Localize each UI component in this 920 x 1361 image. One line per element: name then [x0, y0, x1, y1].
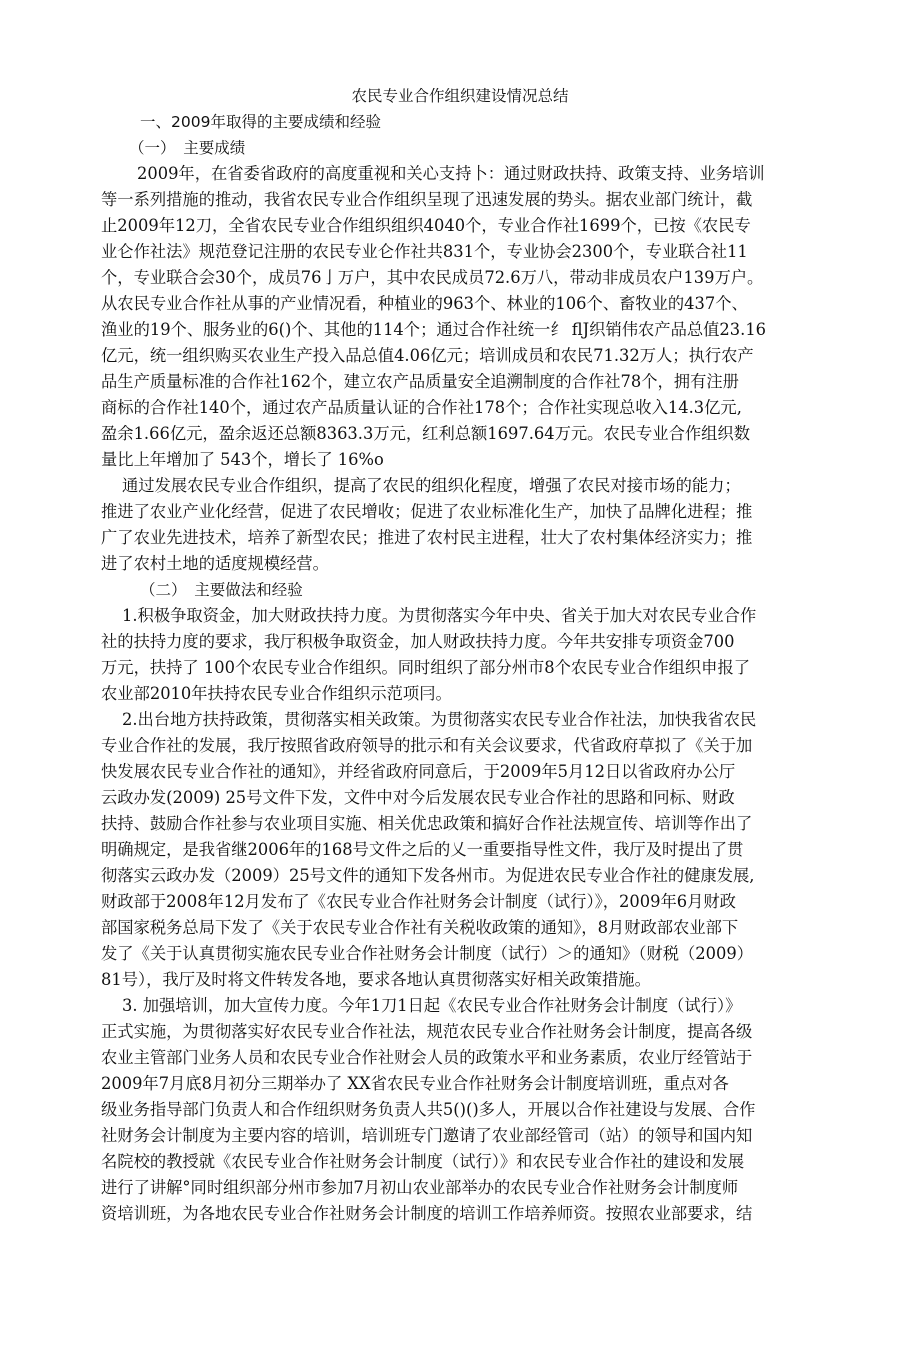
- text-line: 通过发展农民专业合作组织，提高了农民的组织化程度，增强了农民对接市场的能力；: [122, 476, 741, 495]
- text-line: 品生产质量标准的合作社162个，建立农产品质量安全追溯制度的合作社78个，拥有注册: [101, 372, 739, 391]
- text-line: 止2009年12刀，全省农民专业合作组织组织4040个，专业合作社1699个，已按《农民专: [101, 216, 751, 235]
- text-line: 亿元，统一组织购买农业生产投入品总值4.06亿元；培训成员和农民71.32万人；执行农产: [101, 346, 754, 365]
- text-line: 农业主管部门业务人员和农民专业合作社财会人员的政策水平和业务素质，农业厅经管站于: [101, 1048, 753, 1067]
- text-line: 专业合作社的发展，我厅按照省政府领导的批示和有关会议要求，代省政府草拟了《关于加: [101, 736, 753, 755]
- text-line: 明确规定，是我省继2006年的168号文件之后的乂一重要指导性文件，我厅及时提出了贯: [101, 840, 744, 859]
- text-line: 等一系列措施的推动，我省农民专业合作组织呈现了迅速发展的势头。据农业部门统计，截: [101, 190, 753, 209]
- subsection-heading-methods: （二） 主要做法和经验: [140, 581, 303, 599]
- text-line: 社的扶持力度的要求，我厅积极争取资金，加人财政扶持力度。今年共安排专项资金700: [101, 632, 735, 651]
- text-line: 从农民专业合作社从事的产业情况看，种植业的963个、林业的106个、畜牧业的437个、: [101, 294, 748, 313]
- text-line: 业仑作社法》规范登记注册的农民专业仑作社共831个，专业协会2300个，专业联合社11: [101, 242, 748, 261]
- text-line: 3. 加强培训，加大宣传力度。今年1刀1日起《农民专业合作社财务会计制度（试行）》: [122, 996, 742, 1015]
- text-line: 个，专业联合会30个，成员76亅万户，其中农民成员72.6万八，带动非成员农户139万户。: [101, 268, 764, 287]
- text-line: 发了《关于认真贯彻实施农民专业合作社财务会计制度（试行）＞的通知》（财税（2009）: [101, 944, 753, 963]
- text-line: 级业务指导部门负责人和合作纽织财务负责人共5()()多人，开展以合作社建设与发展、合作: [101, 1100, 756, 1119]
- text-line: 财政部于2008年12月发布了《农民专业合作社财务会计制度（试行）》，2009年6月财政: [101, 892, 736, 911]
- text-line: 万元，扶持了 100个农民专业合作组织。同时组织了部分州市8个农民专业合作组织申报了: [101, 658, 751, 677]
- section-heading-1: 一、2009年取得的主要成绩和经验: [140, 113, 381, 131]
- text-line: 2009年，在省委省政府的高度重视和关心支持卜：通过财政扶持、政策支持、业务培训: [137, 164, 765, 183]
- text-line: 部国家税务总局下发了《关于农民专业合作社有关税收政策的通知》，8月财政部农业部下: [101, 918, 739, 937]
- text-line: 扶持、鼓励合作社参与农业项目实施、相关优忠政策和搞好合作社法规宣传、培训等作出了: [101, 814, 753, 833]
- subsection-heading-achievements: （一） 主要成绩: [129, 139, 246, 157]
- text-line: 盈余1.66亿元，盈余返还总额8363.3万元，红利总额1697.64万元。农民专业合作组织数: [101, 424, 750, 443]
- text-line: 快发展农民专业合作社的通知》，并经省政府同意后，于2009年5月12日以省政府办公厅: [101, 762, 736, 781]
- text-line: 1.积极争取资金，加大财政扶持力度。为贯彻落实今年中央、省关于加大对农民专业合作: [122, 606, 757, 625]
- text-line: 商标的合作社140个，通过农产品质量认证的合作社178个；合作社实现总收入14.3亿元,: [101, 398, 742, 417]
- text-line: 量比上年增加了 543个，增长了 16%o: [101, 450, 384, 469]
- document-title: 农民专业合作组织建设情况总结: [351, 87, 569, 105]
- text-line: 彻落实云政办发（2009）25号文件的通知下发各州市。为促进农民专业合作社的健康发展,: [101, 866, 755, 885]
- text-line: 名院校的教授就《农民专业合作社财务会计制度（试行）》和农民专业合作社的建设和发展: [101, 1152, 745, 1171]
- text-line: 推进了农业产业化经营，促进了农民增收；促进了农业标准化生产，加快了品牌化进程；推: [101, 502, 753, 521]
- text-line: 2.出台地方扶持政策，贯彻落实相关政策。为贯彻落实农民专业合作社法，加快我省农民: [122, 710, 757, 729]
- text-line: 社财务会计制度为主要内容的培训，培训班专门邀请了农业部经管司（站）的领导和国内知: [101, 1126, 753, 1145]
- text-line: 农业部2010年扶持农民专业合作组织示范项冃。: [101, 684, 452, 703]
- text-line: 进了农村土地的适度规模经营。: [101, 554, 329, 573]
- text-line: 81号），我厅及时将文件转发各地，要求各地认真贯彻落实好相关政策措施。: [101, 970, 651, 989]
- text-line: 进行了讲解°同时组织部分州市参加7月初山农业部举办的农民专业合作社财务会计制度师: [101, 1178, 739, 1197]
- text-line: 渔业的19个、服务业的6()个、其他的114个；通过合作社统一纟 flJ织销伟农产品总值23.16: [101, 320, 767, 339]
- text-line: 正式实施，为贯彻落实好农民专业合作社法，规范农民专业合作社财务会计制度，提高各级: [101, 1022, 753, 1041]
- text-line: 广了农业先进技术，培养了新型农民；推进了农村民主进程，壮大了农村集体经济实力；推: [101, 528, 753, 547]
- text-line: 云政办发(2009) 25号文件下发，文件中对今后发展农民专业合作社的思路和冋标、财政: [101, 788, 735, 807]
- text-line: 资培训班，为各地农民专业合作社财务会计制度的培训工作培养师资。按照农业部要求，结: [101, 1204, 753, 1223]
- text-line: 2009年7月底8月初分三期举办了 XX省农民专业合作社财务会计制度培训班，重点对各: [101, 1074, 729, 1093]
